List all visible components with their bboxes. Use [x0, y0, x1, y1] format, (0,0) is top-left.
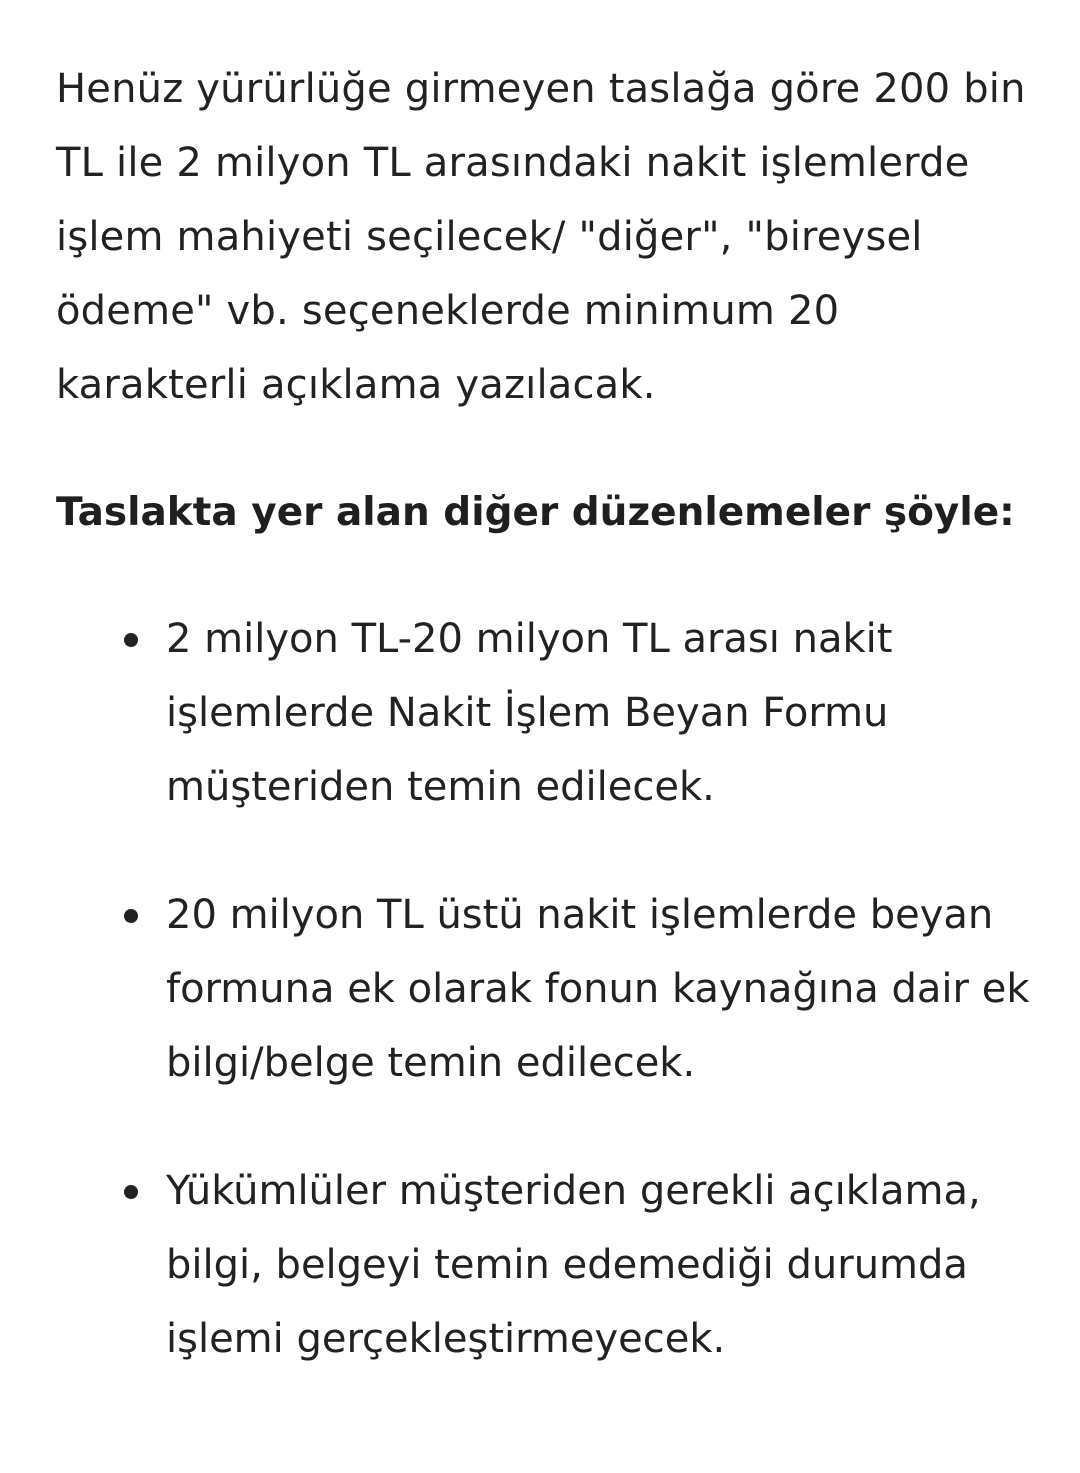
- intro-paragraph: Henüz yürürlüğe girmeyen taslağa göre 200 bin TL ile 2 milyon TL arasındaki nakit işlemlerde işlem mahiyeti seçilecek/ "diğer", "bireysel ödeme" vb. seçeneklerde minimum 20 karakterli açıklama yazılacak.: [56, 66, 1026, 408]
- list-item-text: Yükümlüler müşteriden gerekli açıklama, bilgi, belgeyi temin edemediği durumda işlemi gerçekleştirmeyecek.: [166, 1168, 981, 1362]
- list-item: [166, 878, 1030, 1100]
- section-heading: Taslakta yer alan diğer düzenlemeler şöyle:: [56, 490, 1015, 535]
- list-item: [166, 602, 1030, 824]
- list-item: [166, 1154, 1030, 1376]
- bullet-icon: [124, 909, 138, 923]
- regulation-list: [56, 602, 1030, 1376]
- list-item-text: 2 milyon TL-20 milyon TL arası nakit işlemlerde Nakit İşlem Beyan Formu müşteriden temin edilecek.: [166, 616, 893, 810]
- bullet-icon: [124, 633, 138, 647]
- bullet-icon: [124, 1185, 138, 1199]
- list-item-text: 20 milyon TL üstü nakit işlemlerde beyan formuna ek olarak fonun kaynağına dair ek bilgi/belge temin edilecek.: [166, 892, 1030, 1086]
